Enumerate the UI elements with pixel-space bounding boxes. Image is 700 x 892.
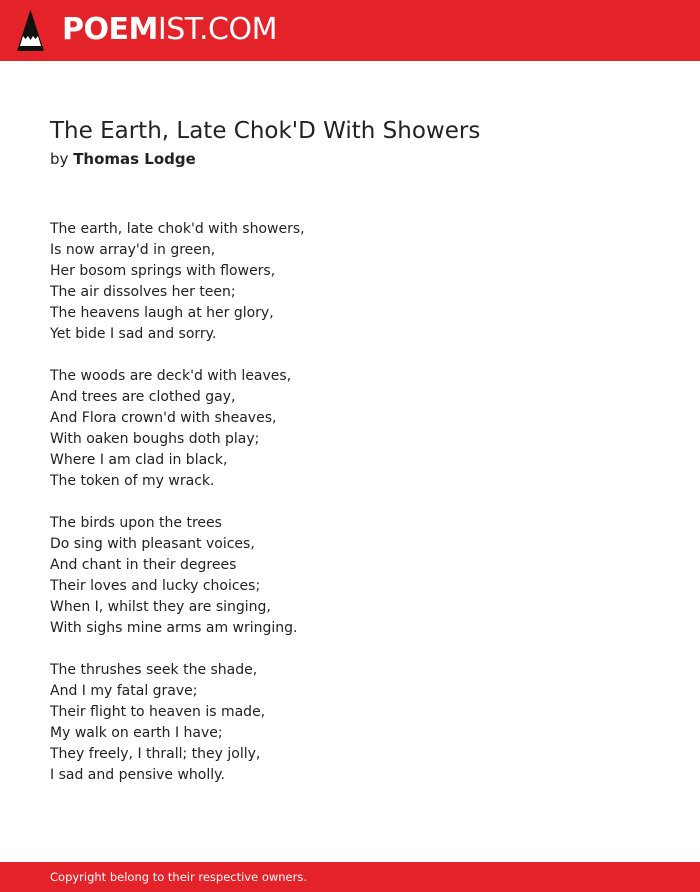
poem-line: Yet bide I sad and sorry. (50, 326, 217, 342)
poem-line: With oaken boughs doth play; (50, 431, 260, 447)
poem-line: And chant in their degrees (50, 557, 237, 573)
poem-line: With sighs mine arms am wringing. (50, 620, 298, 636)
byline-label: by (50, 150, 69, 168)
poem-line: The heavens laugh at her glory, (50, 305, 274, 321)
logo-text-bold: POEM (62, 12, 158, 47)
poem-line: The earth, late chok'd with showers, (50, 221, 305, 237)
copyright-notice: Copyright belong to their respective owners. (50, 870, 308, 884)
poem-line: When I, whilst they are singing, (50, 599, 271, 615)
poem-line: Is now array'd in green, (50, 242, 216, 258)
poem-line: They freely, I thrall; they jolly, (50, 746, 261, 762)
stanza (50, 513, 305, 639)
poem-line: I sad and pensive wholly. (50, 767, 225, 783)
poem-line: The token of my wrack. (50, 473, 215, 489)
poem-line: The birds upon the trees (50, 515, 222, 531)
poem-line: And I my fatal grave; (50, 683, 198, 699)
poem-line: My walk on earth I have; (50, 725, 223, 741)
poem-line: Their loves and lucky choices; (50, 578, 261, 594)
site-header (0, 0, 700, 61)
poem-line: Do sing with pleasant voices, (50, 536, 255, 552)
poem-line: And trees are clothed gay, (50, 389, 236, 405)
logo-text-light: IST.COM (157, 12, 277, 47)
pencil-tip-icon[interactable] (17, 10, 44, 51)
stanza (50, 366, 305, 492)
stanza (50, 219, 305, 345)
poem-line: And Flora crown'd with sheaves, (50, 410, 277, 426)
poem-line: The thrushes seek the shade, (50, 662, 258, 678)
poem-byline (50, 148, 196, 170)
author-name: Thomas Lodge (73, 150, 196, 168)
poem-body (50, 219, 305, 786)
poem-line: Where I am clad in black, (50, 452, 228, 468)
site-footer (0, 862, 700, 892)
poem-title: The Earth, Late Chok'D With Showers (50, 118, 481, 144)
poem-line: The woods are deck'd with leaves, (50, 368, 292, 384)
site-logo[interactable] (62, 12, 277, 48)
poem-line: The air dissolves her teen; (50, 284, 236, 300)
poem-line: Her bosom springs with flowers, (50, 263, 276, 279)
poem-line: Their flight to heaven is made, (50, 704, 266, 720)
stanza (50, 660, 305, 786)
